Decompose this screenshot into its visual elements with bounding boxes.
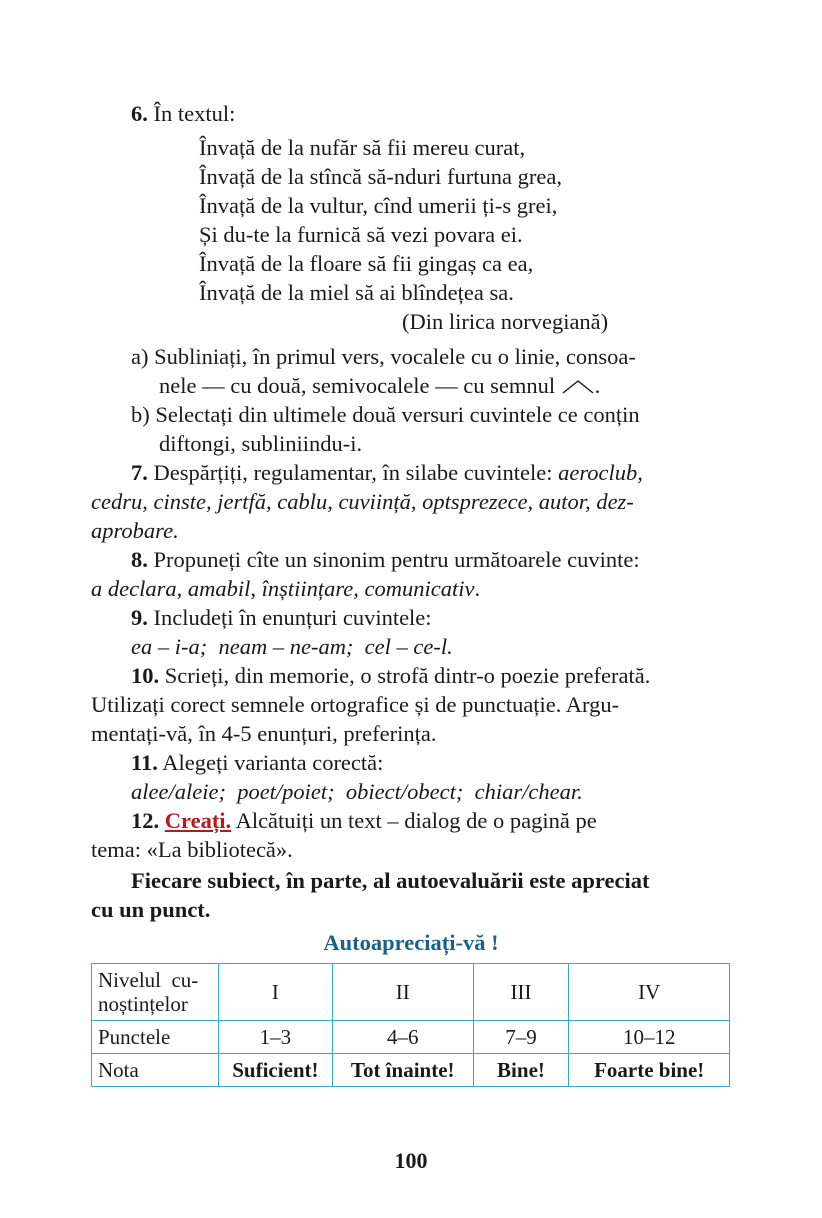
creati-keyword: Creați. bbox=[164, 808, 232, 833]
points-cell: 4–6 bbox=[332, 1021, 473, 1054]
self-assessment-table bbox=[91, 963, 730, 1087]
ex6-task-a-end: . bbox=[594, 373, 601, 398]
ex7-line3: aprobare. bbox=[91, 518, 179, 543]
ex12-line2: tema: «La bibliotecă». bbox=[91, 837, 293, 862]
poem-line-5: Învață de la floare să fii gingaș ca ea, bbox=[199, 251, 534, 276]
level-cell: I bbox=[218, 964, 332, 1021]
table-row-grades bbox=[92, 1054, 730, 1087]
levels-label-cell bbox=[92, 964, 219, 1021]
ex10-number: 10. bbox=[131, 663, 160, 688]
table-row-levels bbox=[92, 964, 730, 1021]
ex11-number: 11. bbox=[131, 750, 158, 775]
ex8-end: . bbox=[474, 576, 481, 601]
points-cell: 1–3 bbox=[218, 1021, 332, 1054]
points-label-cell: Punctele bbox=[92, 1021, 219, 1054]
level-cell: II bbox=[332, 964, 473, 1021]
ex11-text: Alegeți varianta corectă: bbox=[157, 750, 384, 775]
ex8-words: a declara, amabil, înștiințare, comunicativ bbox=[91, 576, 475, 601]
ex6-task-b-line1: b) Selectați din ultimele două versuri cuvintele ce conțin bbox=[131, 402, 640, 427]
ex6-task-a-text: nele — cu două, semivocalele — cu semnul bbox=[159, 373, 556, 398]
ex12-line1 bbox=[131, 806, 597, 835]
ex10-text-1: Scrieți, din memorie, o strofă dintr-o poezie preferată. bbox=[159, 663, 651, 688]
table-row-points bbox=[92, 1021, 730, 1054]
ex6-intro-text: În textul: bbox=[147, 101, 236, 126]
ex7-words-1: aeroclub, bbox=[558, 460, 643, 485]
ex10-line3: mentați-vă, în 4-5 enunțuri, preferința. bbox=[91, 721, 437, 746]
ex10-line2: Utilizați corect semnele ortografice și de punctuație. Argu- bbox=[91, 692, 620, 717]
ex12-text-1: Alcătuiți un text – dialog de o pagină pe bbox=[231, 808, 597, 833]
ex8-number: 8. bbox=[131, 547, 148, 572]
levels-label-2: noștințelor bbox=[98, 992, 188, 1016]
ex9-number: 9. bbox=[131, 605, 148, 630]
ex7-number: 7. bbox=[131, 460, 148, 485]
ex9-words: ea – i-a; neam – ne-am; cel – ce-l. bbox=[131, 634, 453, 659]
ex6-task-a-line1: a) Subliniați, în primul vers, vocalele cu o linie, consoa- bbox=[131, 344, 636, 369]
poem-source: (Din lirica norvegiană) bbox=[402, 309, 609, 334]
levels-label-1: Nivelul cu- bbox=[98, 968, 199, 992]
ex11-words: alee/aleie; poet/poiet; obiect/obect; chiar/chear. bbox=[131, 779, 583, 804]
ex7-text: Despărțiți, regulamentar, în silabe cuvintele: bbox=[147, 460, 559, 485]
poem-line-2: Învață de la stîncă să-nduri furtuna grea, bbox=[199, 164, 562, 189]
ex7-line2: cedru, cinste, jertfă, cablu, cuviință, optsprezece, autor, dez- bbox=[91, 489, 634, 514]
grade-cell: Bine! bbox=[473, 1054, 569, 1087]
grade-cell: Suficient! bbox=[218, 1054, 332, 1087]
ex6-task-a-line2 bbox=[159, 371, 600, 402]
points-cell: 7–9 bbox=[473, 1021, 569, 1054]
assessment-note-line1: Fiecare subiect, în parte, al autoevaluării este apreciat bbox=[131, 868, 650, 893]
ex6-task-b-line2: diftongi, subliniindu-i. bbox=[159, 431, 363, 456]
page-number: 100 bbox=[394, 1148, 428, 1173]
assessment-note-line2: cu un punct. bbox=[91, 897, 211, 922]
ex8-text: Propuneți cîte un sinonim pentru următoarele cuvinte: bbox=[147, 547, 640, 572]
self-assessment-title: Autoapreciați-vă ! bbox=[323, 930, 499, 955]
ex10-line1 bbox=[131, 661, 650, 690]
poem-line-1: Învață de la nufăr să fii mereu curat, bbox=[199, 135, 526, 160]
points-cell: 10–12 bbox=[569, 1021, 730, 1054]
poem-line-6: Învață de la miel să ai blîndețea sa. bbox=[199, 280, 514, 305]
grade-cell: Tot înainte! bbox=[332, 1054, 473, 1087]
ex12-number: 12. bbox=[131, 808, 160, 833]
ex9-line1 bbox=[131, 603, 432, 632]
ex8-line2 bbox=[91, 574, 480, 603]
semivowel-caret-icon bbox=[561, 373, 595, 402]
ex9-text: Includeți în enunțuri cuvintele: bbox=[147, 605, 432, 630]
level-cell: III bbox=[473, 964, 569, 1021]
poem-line-3: Învață de la vultur, cînd umerii ți-s grei, bbox=[199, 193, 558, 218]
level-cell: IV bbox=[569, 964, 730, 1021]
grade-label-cell: Nota bbox=[92, 1054, 219, 1087]
ex6-intro bbox=[131, 99, 235, 128]
ex7-line1 bbox=[131, 458, 643, 487]
ex8-line1 bbox=[131, 545, 640, 574]
ex6-number: 6. bbox=[131, 101, 148, 126]
poem-line-4: Și du-te la furnică să vezi povara ei. bbox=[199, 222, 523, 247]
ex11-line1 bbox=[131, 748, 383, 777]
grade-cell: Foarte bine! bbox=[569, 1054, 730, 1087]
